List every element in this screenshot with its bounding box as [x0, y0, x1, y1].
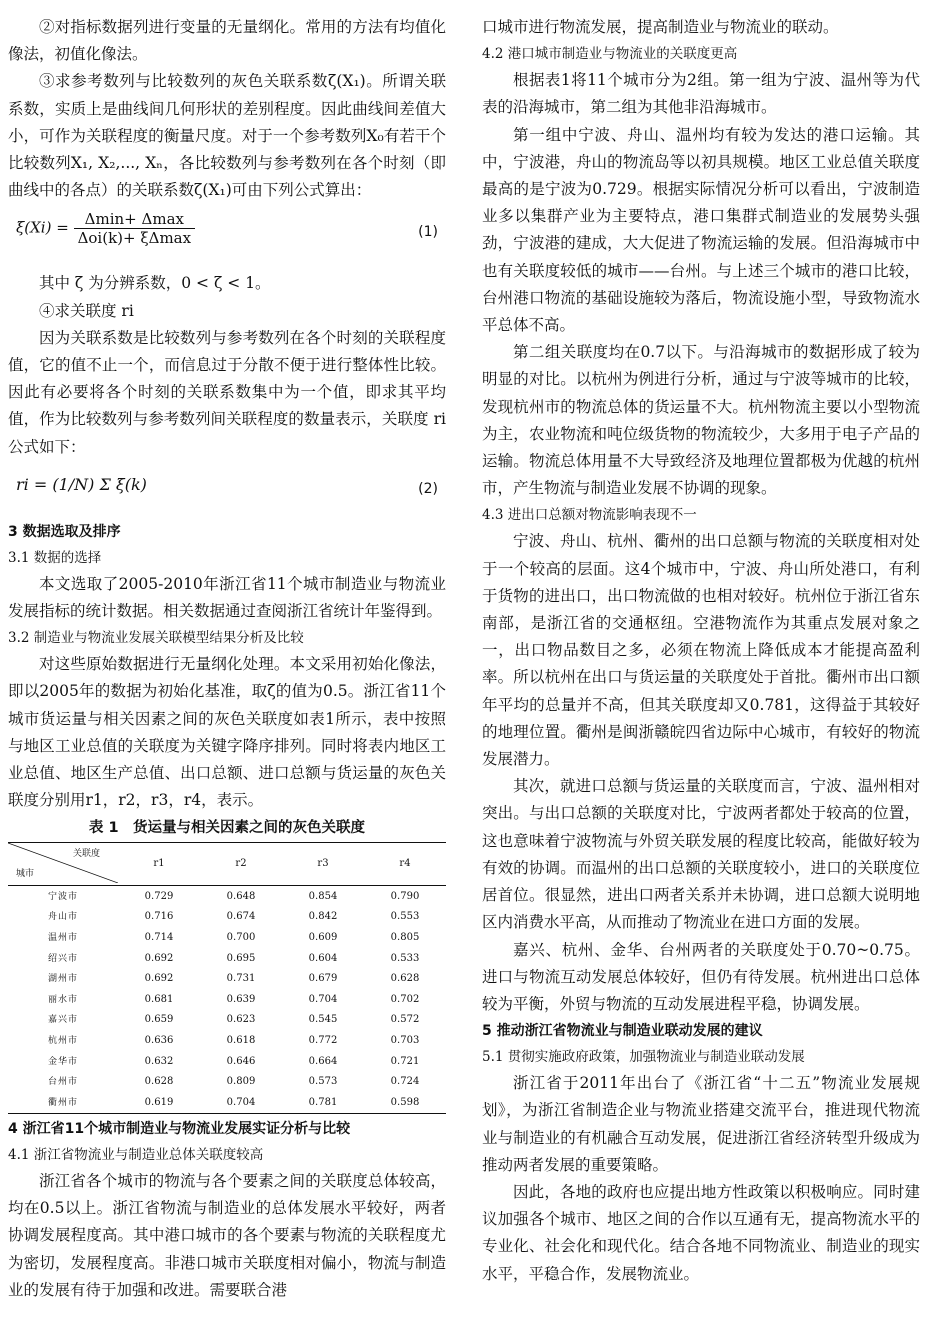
paragraph: 其中 ζ 为分辨系数，0 < ζ < 1。	[39, 274, 271, 293]
paragraph: ③求参考数列与比较数列的灰色关联系数ζ(X₁)。所谓关联系数，实质上是曲线间几何形状的差别程度。因此曲线间差值大小，可作为关联程度的衡量尺度。对于一个参考数列X₀有若干个比较数列X₁, X₂,..., Xₙ，各比较数列与参考数列在各个时刻（即曲线中的各点）的关联系数ζ(X₁)可由下列公式算出：	[8, 72, 446, 200]
value-cell: 0.572	[390, 1014, 420, 1026]
value-cell: 0.545	[308, 1014, 338, 1026]
equation-denominator: Δoi(k)+ ξΔmax	[77, 229, 192, 248]
value-cell: 0.618	[226, 1034, 256, 1046]
value-cell: 0.619	[144, 1096, 174, 1108]
table-row	[8, 1072, 446, 1093]
subsection-heading: 4.3 进出口总额对物流影响表现不一	[482, 507, 697, 524]
subsection-heading: 4.2 港口城市制造业与物流业的关联度更高	[482, 46, 738, 63]
paragraph: 口城市进行物流发展，提高制造业与物流业的联动。	[482, 18, 839, 36]
value-cell: 0.790	[390, 890, 420, 902]
city-cell: 台州市	[47, 1077, 78, 1088]
value-cell: 0.692	[144, 973, 174, 985]
value-cell: 0.805	[390, 931, 420, 943]
paragraph: 第一组中宁波、舟山、温州均有较为发达的港口运输。其中，宁波港，舟山的物流岛等以初具规模。地区工业总值关联度最高的是宁波为0.729。根据实际情况分析可以看出，宁波制造业多以集群产业为主要特点，港口集群式制造业的发展势头强劲，宁波港的建成，大大促进了物流运输的发展。但沿海城市中也有关联度较低的城市——台州。与上述三个城市的港口比较，台州港口物流的基础设施较为落后，物流设施小型，导致物流水平总体不高。	[482, 125, 920, 335]
section-heading: 5 推动浙江省物流业与制造业联动发展的建议	[482, 1023, 763, 1040]
equation-1	[8, 204, 446, 270]
table-row	[8, 1092, 446, 1113]
value-cell: 0.664	[308, 1055, 338, 1067]
table-row	[8, 948, 446, 969]
equation-2	[8, 461, 446, 519]
right-column	[482, 14, 920, 1288]
value-cell: 0.646	[226, 1055, 256, 1067]
table-row	[8, 886, 446, 907]
paragraph: 嘉兴、杭州、金华、台州两者的关联度处于0.70~0.75。进口与物流互动发展总体较好，但仍有待发展。杭州进出口总体较为平衡，外贸与物流的互动发展进程平稳，协调发展。	[482, 940, 920, 1013]
equation-lhs: ξ(Xi) =	[16, 218, 69, 237]
value-cell: 0.639	[226, 993, 256, 1005]
subsection-heading: 5.1 贯彻实施政府政策，加强物流业与制造业联动发展	[482, 1049, 805, 1066]
value-cell: 0.648	[226, 890, 256, 902]
value-cell: 0.609	[308, 931, 338, 943]
equation-body: ri = (1/N) Σ ξ(k)	[16, 474, 147, 494]
value-cell: 0.636	[144, 1034, 174, 1046]
table-row	[8, 989, 446, 1010]
subsection-heading: 3.1 数据的选择	[8, 549, 102, 566]
city-cell: 绍兴市	[47, 953, 78, 964]
value-cell: 0.533	[390, 952, 420, 964]
city-cell: 宁波市	[47, 891, 78, 902]
value-cell: 0.604	[308, 952, 338, 964]
value-cell: 0.692	[144, 952, 174, 964]
value-cell: 0.659	[144, 1014, 174, 1026]
table-row	[8, 907, 446, 928]
value-cell: 0.772	[308, 1034, 338, 1046]
table-caption: 表 1 货运量与相关因素之间的灰色关联度	[88, 820, 366, 837]
paragraph: 因此，各地的政府也应提出地方性政策以积极响应。同时建议加强各个城市、地区之间的合作以互通有无，提高物流水平的专业化、社会化和现代化。结合各地不同物流业、制造业的现实水平，平稳合作，发展物流业。	[482, 1182, 920, 1283]
value-cell: 0.716	[144, 911, 174, 923]
value-cell: 0.731	[226, 973, 256, 985]
value-cell: 0.700	[226, 931, 256, 943]
diagonal-header-cell	[8, 843, 118, 886]
value-cell: 0.632	[144, 1055, 174, 1067]
table-row	[8, 1031, 446, 1052]
table-row	[8, 928, 446, 949]
value-cell: 0.598	[390, 1096, 420, 1108]
city-cell: 舟山市	[47, 912, 78, 923]
paragraph: 因为关联系数是比较数列与参考数列在各个时刻的关联程度值，它的值不止一个，而信息过于分散不便于进行整体性比较。因此有必要将各个时刻的关联系数集中为一个值，即求其平均值，作为比较数列与参考数列间关联程度的数量表示，关联度 ri 公式如下：	[8, 328, 446, 456]
paragraph: 宁波、舟山、杭州、衢州的出口总额与物流的关联度相对处于一个较高的层面。这4个城市中，宁波、舟山所处港口，有利于货物的进出口，出口物流做的也相对较好。杭州位于浙江省东南部，是浙江省的交通枢纽。空港物流作为其重点发展对象之一，出口物品数目之多，必须在物流上降低成本才能提高盈利率。所以杭州在出口与货运量的关联度处于首批。衢州市出口额年平均的总量并不高，但其关联度却又0.781，这得益于其较好的地理位置。衢州是闽浙赣皖四省边际中心城市，有较好的物流发展潜力。	[482, 532, 920, 769]
city-cell: 杭州市	[47, 1035, 78, 1046]
equation-numerator: Δmin+ Δmax	[74, 210, 196, 229]
diag-top-label: 关联度	[72, 849, 100, 860]
table-body	[8, 886, 446, 1114]
table-row	[8, 1010, 446, 1031]
column-header: r3	[317, 858, 329, 870]
value-cell: 0.573	[308, 1076, 338, 1088]
value-cell: 0.729	[144, 890, 174, 902]
table-row	[8, 969, 446, 990]
city-cell: 嘉兴市	[47, 1015, 78, 1026]
equation-fraction	[74, 210, 196, 247]
paragraph: 对这些原始数据进行无量纲化处理。本文采用初始化像法，即以2005年的数据为初始化基准，取ζ的值为0.5。浙江省11个城市货运量与相关因素之间的灰色关联度如表1所示，表中按照与地区工业总值的关联度为关键字降序排列。同时将表内地区工业总值、地区生产总值、出口总额、进口总额与货运量的灰色关联度分别用r1，r2，r3，r4，表示。	[8, 655, 446, 810]
value-cell: 0.553	[390, 911, 420, 923]
city-cell: 丽水市	[47, 994, 78, 1005]
paragraph: 其次，就进口总额与货运量的关联度而言，宁波、温州相对突出。与出口总额的关联度对比，宁波两者都处于较高的位置，这也意味着宁波物流与外贸关联发展的程度比较高，能做好较为有效的协调。而温州的出口总额的关联度较小，进口的关联度位居首位。很显然，进出口两者关系并未协调，进口总额大说明地区内消费水平高，从而推动了物流业在进口方面的发展。	[482, 777, 920, 932]
value-cell: 0.704	[226, 1096, 256, 1108]
city-cell: 衢州市	[47, 1097, 78, 1108]
city-cell: 湖州市	[47, 974, 78, 985]
table-row	[8, 1051, 446, 1072]
value-cell: 0.724	[390, 1076, 420, 1088]
value-cell: 0.681	[144, 993, 174, 1005]
value-cell: 0.714	[144, 931, 174, 943]
value-cell: 0.703	[390, 1034, 420, 1046]
value-cell: 0.842	[308, 911, 338, 923]
value-cell: 0.781	[308, 1096, 338, 1108]
paragraph: 本文选取了2005-2010年浙江省11个城市制造业与物流业发展指标的统计数据。相关数据通过查阅浙江省统计年鉴得到。	[8, 574, 446, 621]
value-cell: 0.854	[308, 890, 338, 902]
value-cell: 0.809	[226, 1076, 256, 1088]
paragraph: ②对指标数据列进行变量的无量纲化。常用的方法有均值化像法，初值化像法。	[8, 18, 446, 64]
value-cell: 0.721	[390, 1055, 420, 1067]
paragraph: 浙江省各个城市的物流与各个要素之间的关联度总体较高，均在0.5以上。浙江省物流与制造业的总体发展水平较好，两者协调发展程度高。其中港口城市的各个要素与物流的关联程度尤为密切，发展程度高。非港口城市关联度相对偏小，物流与制造业的发展有待于加强和改进。需要联合港	[8, 1172, 446, 1299]
paragraph: 浙江省于2011年出台了《浙江省“十二五”物流业发展规划》，为浙江省制造企业与物流业搭建交流平台，推进现代物流业与制造业的有机融合互动发展，促进浙江省经济转型升级成为推动两者发展的重要策略。	[482, 1074, 920, 1174]
value-cell: 0.704	[308, 993, 338, 1005]
paragraph: 根据表1将11个城市分为2组。第一组为宁波、温州等为代表的沿海城市，第二组为其他非沿海城市。	[482, 71, 920, 117]
city-cell: 温州市	[47, 932, 78, 943]
value-cell: 0.679	[308, 973, 338, 985]
paragraph: 第二组关联度均在0.7以下。与沿海城市的数据形成了较为明显的对比。以杭州为例进行分析，通过与宁波等城市的比较，发现杭州市的物流总体的货运量不大。杭州物流主要以小型物流为主，农业物流和吨位级货物的物流较少，大多用于电子产品的运输。物流总体用量不大导致经济及地理位置都极为优越的杭州市，产生物流与制造业发展不协调的现象。	[482, 343, 920, 498]
value-cell: 0.695	[226, 952, 256, 964]
equation-number: (2)	[418, 480, 438, 497]
table-header-row	[8, 843, 446, 886]
diag-bottom-label: 城市	[16, 869, 35, 880]
subsection-heading: 3.2 制造业与物流业发展关联模型结果分析及比较	[8, 630, 304, 647]
value-cell: 0.674	[226, 911, 256, 923]
value-cell: 0.628	[390, 973, 420, 985]
column-header: r2	[235, 858, 247, 870]
value-cell: 0.628	[144, 1076, 174, 1088]
subsection-heading: 4.1 浙江省物流业与制造业总体关联度较高	[8, 1147, 264, 1163]
correlation-table	[8, 842, 446, 1114]
left-column	[8, 14, 446, 1304]
value-cell: 0.702	[390, 993, 420, 1005]
column-header: r1	[153, 858, 165, 870]
section-heading: 3 数据选取及排序	[8, 523, 121, 540]
value-cell: 0.623	[226, 1014, 256, 1026]
equation-number: (1)	[418, 224, 438, 241]
paragraph: ④求关联度 ri	[39, 301, 134, 320]
section-heading: 4 浙江省11个城市制造业与物流业发展实证分析与比较	[8, 1121, 351, 1137]
city-cell: 金华市	[47, 1056, 78, 1067]
column-header: r4	[399, 858, 411, 870]
